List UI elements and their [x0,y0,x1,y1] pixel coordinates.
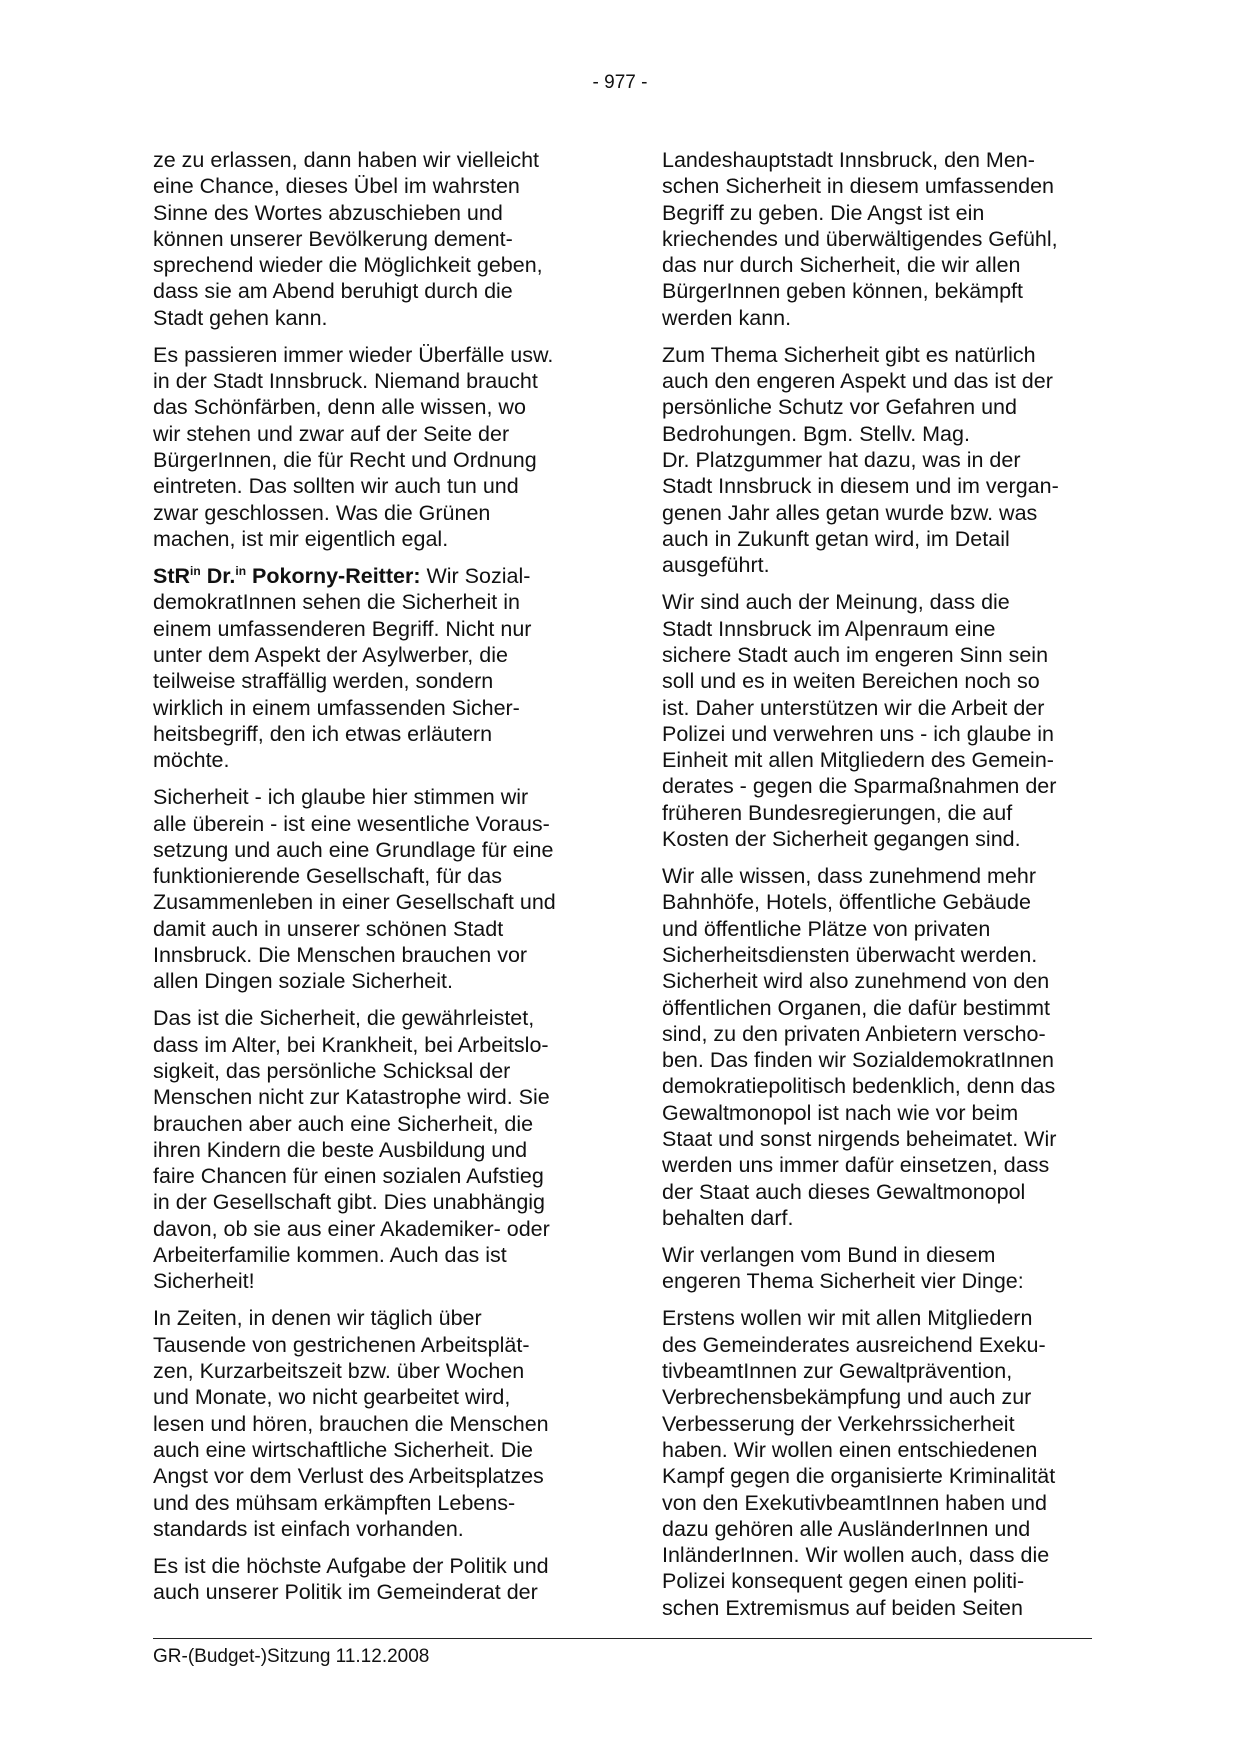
text-line: ist. Daher unterstützen wir die Arbeit der [662,695,1045,720]
text-line: InländerInnen. Wir wollen auch, dass die [662,1543,1050,1568]
speaker-degree: Dr. [206,564,236,589]
text-line: unter dem Aspekt der Asylwerber, die [153,642,508,667]
text-line: standards ist einfach vorhanden. [153,1516,464,1541]
text-line: genen Jahr alles getan wurde bzw. was [662,500,1038,525]
text-line: ben. Das finden wir SozialdemokratInnen [662,1048,1054,1073]
text-line: allen Dingen soziale Sicherheit. [153,969,453,994]
paragraph [153,147,593,331]
text-line: möchte. [153,748,230,773]
text-line: tivbeamtInnen zur Gewaltprävention, [662,1359,1013,1384]
text-line [153,563,593,589]
text-line: damit auch in unserer schönen Stadt [153,916,504,941]
text-line: Arbeiterfamilie kommen. Auch das ist [153,1243,507,1268]
text-line: sind, zu den privaten Anbietern verscho- [662,1021,1046,1046]
text-line: Bedrohungen. Bgm. Stellv. Mag. [662,421,970,446]
text-line: Tausende von gestrichenen Arbeitsplät- [153,1332,530,1357]
text-line: brauchen aber auch eine Sicherheit, die [153,1111,534,1136]
text-line: eine Chance, dieses Übel im wahrsten [153,174,520,199]
paragraph [153,1553,593,1606]
text-line: machen, ist mir eigentlich egal. [153,526,449,551]
text-line: öffentlichen Organen, die dafür bestimmt [662,995,1051,1020]
text-line: Zum Thema Sicherheit gibt es natürlich [662,342,1036,367]
text-line: Sicherheit - ich glaube hier stimmen wir [153,785,529,810]
speaker-name [153,564,420,588]
text-line: sichere Stadt auch im engeren Sinn sein [662,642,1049,667]
text-line: Polizei und verwehren uns - ich glaube in [662,721,1055,746]
text-line: des Gemeinderates ausreichend Exeku- [662,1332,1046,1357]
text-line: das nur durch Sicherheit, die wir allen [662,253,1021,278]
text-line: wirklich in einem umfassenden Sicher- [153,695,520,720]
text-line: Begriff zu geben. Die Angst ist ein [662,200,985,225]
text-line: in der Stadt Innsbruck. Niemand braucht [153,369,538,394]
text-line: Verbesserung der Verkehrssicherheit [662,1411,1015,1436]
text-line: zen, Kurzarbeitszeit bzw. über Wochen [153,1359,525,1384]
text-line: das Schönfärben, denn alle wissen, wo [153,395,526,420]
text-line: auch unserer Politik im Gemeinderat der [153,1580,538,1605]
text-line: und öffentliche Plätze von privaten [662,916,991,941]
text-line: sprechend wieder die Möglichkeit geben, [153,253,543,278]
text-line: kriechendes und überwältigendes Gefühl, [662,226,1058,251]
text-line: soll und es in weiten Bereichen noch so [662,669,1040,694]
paragraph [153,563,593,773]
text-line: und Monate, wo nicht gearbeitet wird, [153,1385,511,1410]
text-line: dass sie am Abend beruhigt durch die [153,279,513,304]
text-line: haben. Wir wollen einen entschiedenen [662,1437,1038,1462]
text-line: früheren Bundesregierungen, die auf [662,800,1013,825]
text-line: demokratInnen sehen die Sicherheit in [153,590,520,615]
text-line: Gewaltmonopol ist nach wie vor beim [662,1100,1019,1125]
text-line: ausgeführt. [662,553,770,578]
text-line: teilweise straffällig werden, sondern [153,669,494,694]
footer-divider [153,1638,1092,1639]
paragraph [662,1242,1102,1295]
text-line: Sicherheit wird also zunehmend von den [662,969,1050,994]
paragraph [662,147,1102,331]
text-line: behalten darf. [662,1205,794,1230]
text-line: der Staat auch dieses Gewaltmonopol [662,1179,1026,1204]
page-number: - 977 - [592,72,648,93]
text-line: setzung und auch eine Grundlage für eine [153,837,554,862]
paragraph [662,589,1102,852]
text-line: Wir verlangen vom Bund in diesem [662,1243,996,1268]
text-line: Sicherheitsdiensten überwacht werden. [662,943,1038,967]
text-line: alle überein - ist eine wesentliche Voraus- [153,811,550,836]
text-line: werden uns immer dafür einsetzen, dass [662,1153,1050,1178]
text-line: auch in Zukunft getan wird, im Detail [662,526,1010,551]
text-line: schen Extremismus auf beiden Seiten [662,1595,1023,1620]
text-line: dass im Alter, bei Krankheit, bei Arbeitslo- [153,1032,549,1057]
text-line: Landeshauptstadt Innsbruck, den Men- [662,148,1035,172]
text-line: Kosten der Sicherheit gegangen sind. [662,827,1021,852]
text-line: Zusammenleben in einer Gesellschaft und [153,890,556,915]
text-line: Es ist die höchste Aufgabe der Politik und [153,1553,549,1578]
text-line: Sicherheit! [153,1269,255,1294]
text-line: Stadt Innsbruck im Alpenraum eine [662,616,996,641]
text-line: BürgerInnen geben können, bekämpft [662,279,1023,304]
text-line: Staat und sonst nirgends beheimatet. Wir [662,1127,1057,1152]
speaker-title-suffix: in [190,564,201,579]
paragraph [662,342,1102,579]
text-line: wir stehen und zwar auf der Seite der [153,421,510,446]
text-line: auch eine wirtschaftliche Sicherheit. Die [153,1437,534,1462]
text-line: Polizei konsequent gegen einen politi- [662,1569,1025,1594]
text-line: lesen und hören, brauchen die Menschen [153,1411,549,1436]
text-line: schen Sicherheit in diesem umfassenden [662,174,1054,199]
text-line: Angst vor dem Verlust des Arbeitsplatzes [153,1464,544,1489]
text-line: können unserer Bevölkerung dement- [153,226,513,251]
text-line: einem umfassenderen Begriff. Nicht nur [153,616,532,641]
paragraph [153,342,593,552]
text-line: heitsbegriff, den ich etwas erläutern [153,721,493,746]
text-line: BürgerInnen, die für Recht und Ordnung [153,448,537,473]
text-line: faire Chancen für einen sozialen Aufstieg [153,1164,544,1189]
text-line: Innsbruck. Die Menschen brauchen vor [153,943,528,967]
text-line: derates - gegen die Sparmaßnahmen der [662,774,1057,799]
text-line: Dr. Platzgummer hat dazu, was in der [662,448,1021,473]
text-line: eintreten. Das sollten wir auch tun und [153,474,519,499]
text-line: in der Gesellschaft gibt. Dies unabhängig [153,1190,546,1215]
text-line: ze zu erlassen, dann haben wir vielleicht [153,148,540,172]
footer-text: GR-(Budget-)Sitzung 11.12.2008 [153,1646,430,1667]
text-line: von den ExekutivbeamtInnen haben und [662,1490,1047,1515]
text-line: werden kann. [662,305,792,330]
text-line: Wir sind auch der Meinung, dass die [662,590,1010,615]
text-line: Es passieren immer wieder Überfälle usw. [153,342,554,367]
paragraph [153,784,593,994]
paragraph [662,1305,1102,1621]
text-line: Sinne des Wortes abzuschieben und [153,200,503,225]
paragraph [662,863,1102,1231]
text-line: sigkeit, das persönliche Schicksal der [153,1058,511,1083]
text-line: Kampf gegen die organisierte Kriminalität [662,1464,1056,1489]
text-line: Menschen nicht zur Katastrophe wird. Sie [153,1085,550,1110]
text-line: funktionierende Gesellschaft, für das [153,864,502,889]
text-line: Bahnhöfe, Hotels, öffentliche Gebäude [662,890,1031,915]
paragraph [153,1305,593,1542]
speaker-title: StR [153,564,191,589]
text-line: zwar geschlossen. Was die Grünen [153,500,491,525]
text-line: Verbrechensbekämpfung und auch zur [662,1385,1032,1410]
text-line: persönliche Schutz vor Gefahren und [662,395,1017,420]
text-line: demokratiepolitisch bedenklich, denn das [662,1074,1056,1099]
text-line: In Zeiten, in denen wir täglich über [153,1306,482,1331]
text-line: und des mühsam erkämpften Lebens- [153,1490,516,1515]
text-line: Wir alle wissen, dass zunehmend mehr [662,864,1037,889]
text-line: engeren Thema Sicherheit vier Dinge: [662,1269,1024,1294]
text-line: dazu gehören alle AusländerInnen und [662,1516,1031,1541]
paragraph [153,1005,593,1294]
speaker-surname: Pokorny-Reitter: [252,564,421,589]
text-line: Einheit mit allen Mitgliedern des Gemein- [662,748,1054,773]
text-line: Das ist die Sicherheit, die gewährleistet, [153,1006,535,1031]
left-column [153,147,593,1616]
text-line: ihren Kindern die beste Ausbildung und [153,1137,528,1162]
text-line: davon, ob sie aus einer Akademiker- oder [153,1216,550,1241]
text-line: Stadt gehen kann. [153,305,328,330]
right-column [662,147,1102,1632]
text-line: Erstens wollen wir mit allen Mitgliedern [662,1306,1033,1331]
speaker-degree-suffix: in [235,564,247,579]
text-line-rest: Wir Sozial- [420,564,531,589]
text-line: auch den engeren Aspekt und das ist der [662,369,1053,394]
text-line: Stadt Innsbruck in diesem und im vergan- [662,474,1059,499]
